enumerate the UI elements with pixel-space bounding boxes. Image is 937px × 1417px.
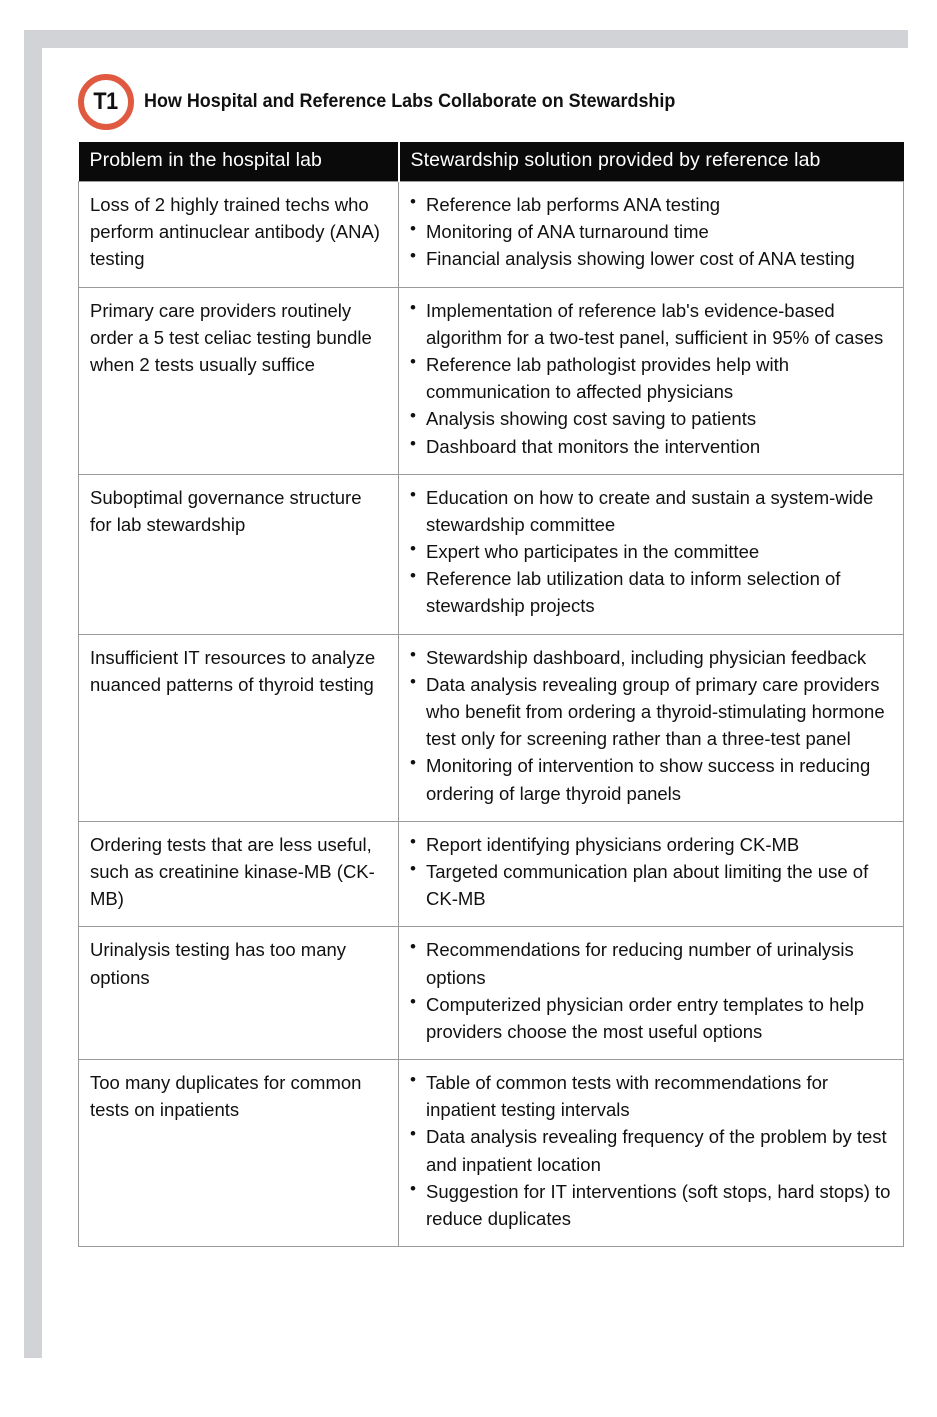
- cell-problem: Primary care providers routinely order a 5 test celiac testing bundle when 2 tests usually suffice: [79, 287, 399, 474]
- solution-list: [410, 297, 892, 460]
- solution-list-item: • Reference lab pathologist provides help with communication to affected physicians: [410, 351, 892, 405]
- cell-problem: Loss of 2 highly trained techs who perform antinuclear antibody (ANA) testing: [79, 182, 399, 288]
- solution-list: [410, 191, 892, 273]
- solution-list-item: • Education on how to create and sustain a system-wide stewardship committee: [410, 484, 892, 538]
- table-header: [79, 142, 904, 182]
- solution-list-item: • Table of common tests with recommendations for inpatient testing intervals: [410, 1069, 892, 1123]
- cell-solution: [399, 474, 904, 634]
- table-number-label: T1: [93, 88, 119, 115]
- solution-list-item: • Monitoring of ANA turnaround time: [410, 218, 892, 245]
- solution-list-item: • Expert who participates in the committee: [410, 538, 892, 565]
- figure-title: How Hospital and Reference Labs Collaborate on Stewardship: [144, 90, 676, 112]
- table-row: [79, 287, 904, 474]
- cell-problem: Suboptimal governance structure for lab stewardship: [79, 474, 399, 634]
- cell-solution: [399, 634, 904, 821]
- table-number-badge: [78, 74, 134, 130]
- solution-list-item: • Computerized physician order entry templates to help providers choose the most useful options: [410, 991, 892, 1045]
- figure-title-row: [78, 74, 903, 130]
- solution-list-item: • Implementation of reference lab's evidence-based algorithm for a two-test panel, sufficient in 95% of cases: [410, 297, 892, 351]
- table-row: [79, 821, 904, 927]
- solution-list: [410, 831, 892, 913]
- table-body: [79, 182, 904, 1247]
- solution-list-item: • Analysis showing cost saving to patients: [410, 405, 892, 432]
- cell-problem: Too many duplicates for common tests on inpatients: [79, 1060, 399, 1247]
- solution-list: [410, 484, 892, 620]
- column-header-problem: Problem in the hospital lab: [79, 142, 399, 182]
- solution-list-item: • Data analysis revealing group of primary care providers who benefit from ordering a thyroid-stimulating hormone test only for screening rather than a three-test panel: [410, 671, 892, 753]
- table-header-row: [79, 142, 904, 182]
- solution-list-item: • Financial analysis showing lower cost of ANA testing: [410, 245, 892, 272]
- cell-solution: [399, 182, 904, 288]
- solution-list: [410, 1069, 892, 1232]
- cell-problem: Urinalysis testing has too many options: [79, 927, 399, 1060]
- cell-solution: [399, 821, 904, 927]
- solution-list-item: • Report identifying physicians ordering CK-MB: [410, 831, 892, 858]
- table-row: [79, 1060, 904, 1247]
- cell-solution: [399, 1060, 904, 1247]
- cell-problem: Insufficient IT resources to analyze nuanced patterns of thyroid testing: [79, 634, 399, 821]
- solution-list-item: • Reference lab performs ANA testing: [410, 191, 892, 218]
- solution-list-item: • Recommendations for reducing number of urinalysis options: [410, 936, 892, 990]
- stewardship-table: [78, 142, 904, 1247]
- table-row: [79, 927, 904, 1060]
- solution-list-item: • Targeted communication plan about limiting the use of CK-MB: [410, 858, 892, 912]
- solution-list-item: • Stewardship dashboard, including physician feedback: [410, 644, 892, 671]
- solution-list-item: • Data analysis revealing frequency of the problem by test and inpatient location: [410, 1123, 892, 1177]
- solution-list-item: • Suggestion for IT interventions (soft stops, hard stops) to reduce duplicates: [410, 1178, 892, 1232]
- cell-solution: [399, 287, 904, 474]
- solution-list-item: • Monitoring of intervention to show success in reducing ordering of large thyroid panels: [410, 752, 892, 806]
- solution-list: [410, 644, 892, 807]
- table-row: [79, 182, 904, 288]
- cell-problem: Ordering tests that are less useful, such as creatinine kinase-MB (CK-MB): [79, 821, 399, 927]
- cell-solution: [399, 927, 904, 1060]
- page-frame-top-band: [24, 30, 908, 48]
- page-frame-left-band: [24, 30, 42, 1358]
- table-row: [79, 474, 904, 634]
- solution-list-item: • Reference lab utilization data to inform selection of stewardship projects: [410, 565, 892, 619]
- solution-list-item: • Dashboard that monitors the intervention: [410, 433, 892, 460]
- table-row: [79, 634, 904, 821]
- column-header-solution: Stewardship solution provided by reference lab: [399, 142, 904, 182]
- solution-list: [410, 936, 892, 1045]
